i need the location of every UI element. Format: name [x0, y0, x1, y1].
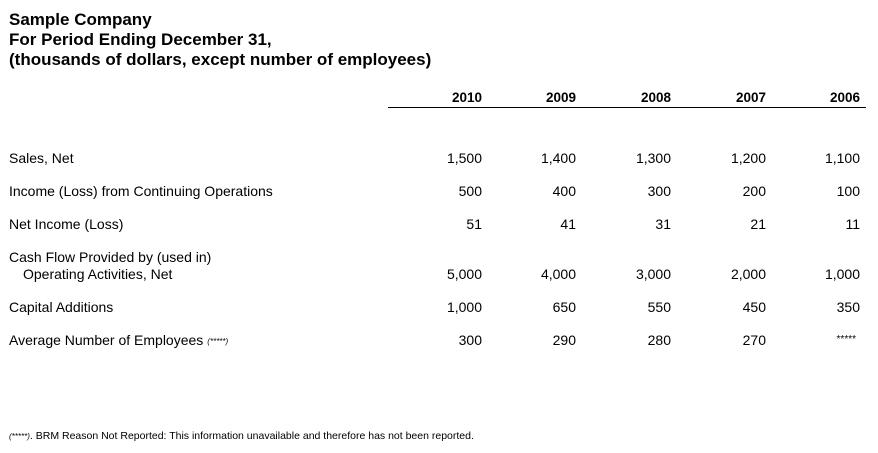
- cell-net-income-2009: 41: [560, 216, 576, 232]
- row-label-capital-additions: Capital Additions: [9, 299, 114, 315]
- row-label-avg-employees: [9, 332, 228, 350]
- cell-capital-2007: 450: [742, 299, 766, 315]
- cell-capital-2010: 1,000: [446, 299, 482, 315]
- cell-employees-2009: 290: [552, 332, 576, 348]
- company-name: Sample Company: [9, 10, 152, 29]
- cell-employees-2008: 280: [647, 332, 671, 348]
- cell-cash-flow-2007: 2,000: [730, 266, 766, 282]
- cell-net-income-2007: 21: [750, 216, 766, 232]
- cell-cash-flow-2006: 1,000: [824, 266, 860, 282]
- cell-sales-2010: 1,500: [446, 150, 482, 166]
- cell-sales-2007: 1,200: [730, 150, 766, 166]
- year-col-2010: 2010: [451, 90, 482, 105]
- row-label-net-income: Net Income (Loss): [9, 216, 124, 232]
- cell-income-2009: 400: [552, 183, 576, 199]
- cell-capital-2006: 350: [836, 299, 860, 315]
- period-label: For Period Ending December 31,: [9, 30, 272, 49]
- year-col-2008: 2008: [640, 90, 671, 105]
- report-header: [9, 10, 431, 70]
- cell-income-2006: 100: [836, 183, 860, 199]
- cell-cash-flow-2009: 4,000: [540, 266, 576, 282]
- row-label-cash-flow-line1: Cash Flow Provided by (used in): [9, 249, 212, 265]
- cell-sales-2008: 1,300: [635, 150, 671, 166]
- cell-capital-2008: 550: [647, 299, 671, 315]
- cell-income-2008: 300: [647, 183, 671, 199]
- year-header-row: [388, 88, 866, 108]
- cell-cash-flow-2008: 3,000: [635, 266, 671, 282]
- row-label-cash-flow: [9, 249, 211, 283]
- avg-employees-note-mark: (*****): [207, 336, 229, 346]
- cell-net-income-2006: 11: [845, 216, 860, 232]
- cell-net-income-2008: 31: [655, 216, 671, 232]
- year-col-2006: 2006: [829, 90, 860, 105]
- footnote-mark: (*****): [9, 432, 30, 441]
- cell-sales-2009: 1,400: [540, 150, 576, 166]
- cell-employees-2006: *****: [836, 334, 856, 345]
- row-label-income-continuing: Income (Loss) from Continuing Operations: [9, 183, 273, 199]
- cell-employees-2007: 270: [742, 332, 766, 348]
- units-label: (thousands of dollars, except number of employees): [9, 50, 432, 69]
- footnote-text: . BRM Reason Not Reported: This information unavailable and therefore has not been reported.: [29, 430, 474, 442]
- footnote: [9, 430, 474, 442]
- cell-cash-flow-2010: 5,000: [446, 266, 482, 282]
- cell-income-2007: 200: [742, 183, 766, 199]
- avg-employees-label-text: Average Number of Employees: [9, 332, 204, 348]
- row-label-cash-flow-line2: Operating Activities, Net: [23, 266, 173, 282]
- cell-income-2010: 500: [458, 183, 482, 199]
- year-col-2007: 2007: [735, 90, 766, 105]
- cell-employees-2010: 300: [458, 332, 482, 348]
- year-col-2009: 2009: [545, 90, 576, 105]
- cell-sales-2006: 1,100: [824, 150, 860, 166]
- row-label-sales-net: Sales, Net: [9, 150, 74, 166]
- cell-net-income-2010: 51: [466, 216, 482, 232]
- cell-capital-2009: 650: [552, 299, 576, 315]
